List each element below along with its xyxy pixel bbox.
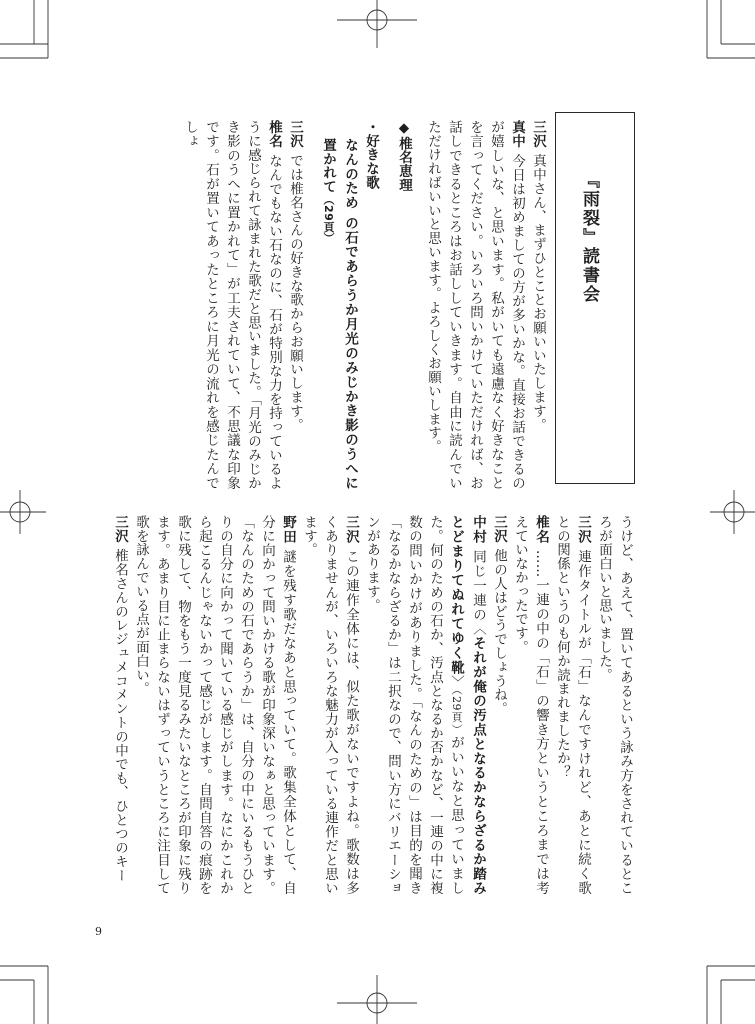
paragraph-text: ……一連の中の「石」の響き方というところまでは考えていなかったです。	[512, 515, 549, 895]
paragraph-text: 同じ一連の〈	[470, 549, 486, 637]
paragraph	[130, 515, 298, 895]
speaker-name: 三沢	[530, 120, 546, 148]
paragraph	[527, 120, 548, 490]
speaker-name: 三沢	[491, 515, 507, 543]
paragraph-text: 椎名さんのレジュメコメントの中でも、ひとつのキー	[112, 548, 128, 883]
favorite-poem-label: ・好きな歌	[363, 120, 379, 190]
speaker-name: 三沢	[112, 515, 128, 543]
page-title: 『雨裂』読書会	[579, 171, 599, 304]
speaker-name: 椎名	[266, 120, 282, 149]
paragraph	[551, 515, 593, 895]
quoted-poem-inline: それが俺の汚点となるかならざるか踏みとどまりてぬれてゆく靴	[448, 515, 486, 895]
speaker-name: 中村	[470, 515, 486, 544]
speaker-name: 椎名	[533, 515, 549, 544]
paragraph	[509, 515, 551, 895]
section-heading: ◆椎名恵理	[396, 120, 412, 192]
paragraph	[422, 120, 527, 490]
speaker-name: 野田	[280, 515, 296, 544]
paragraph-text: なんでもない石なのに、石が特別な力を持っているように感じられて詠まれた歌だと思いました。「月光のみじかき影のうへに置かれて」が工夫されていて、不思議な印象です。石が置いてあったところに月光の流れを感じたんでしょ	[182, 120, 282, 490]
paragraph	[361, 515, 488, 895]
paragraph-text: 真中さん、まずひとことお願いいたします。	[530, 153, 546, 432]
title-box	[555, 112, 635, 484]
paragraph-text: この連作全体には、似た歌がないですよね。歌数は多くありませんが、いろいろな魅力が入っている連作だと思います。	[301, 515, 359, 895]
paragraph	[284, 120, 305, 490]
paragraph	[298, 515, 361, 895]
paragraph-text: では椎名さんの好きな歌からお願いします。	[287, 153, 303, 432]
paragraph	[179, 120, 284, 490]
poem-citation: （29頁）	[322, 193, 335, 244]
speaker-name: 三沢	[287, 120, 303, 148]
lower-text-block	[109, 515, 635, 895]
paragraph	[488, 515, 509, 895]
paragraph-text: 他の人はどうでしょうね。	[491, 548, 507, 716]
page-number: 9	[95, 925, 102, 938]
poem-text: なんのため の石であらうか月光のみじかき影のうへに置かれて	[320, 138, 358, 490]
speaker-name: 真中	[509, 120, 525, 149]
poem-citation: （29頁）	[450, 689, 463, 736]
paragraph-text: 今日は初めましての方が多いかな。直接お話できるのが嬉しいな、と思います。私がいても遠慮なく好きなことを言ってください。いろいろ問いかけていただければ、お話しできるところはお話ししていきます。自由に読んでいただければいいと思います。よろしくお願いします。	[425, 120, 525, 490]
paragraph-text: がいいなと思っていました。何のための石か、汚点となるか否かなど、一連の中に複数の問いかけがありました。「なんのための」は目的を聞き「なるかならざるか」は二択なので、問い方にバリエーションがあります。	[364, 515, 464, 895]
paragraph-text: うけど、あえて、置いてあるという詠み方をされているところが面白いと思いました。	[596, 515, 633, 895]
paragraph	[593, 515, 635, 895]
speaker-name: 三沢	[343, 515, 359, 544]
speaker-name: 三沢	[575, 515, 591, 544]
quoted-poem	[317, 120, 360, 490]
paragraph-text: 連作タイトルが「石」なんですけれど、あとに続く歌との関係というのも何か読まれましたか？	[554, 515, 591, 895]
paragraph	[109, 515, 130, 895]
upper-text-block	[179, 120, 548, 490]
paragraph-text: 謎を残す歌だなあと思っていて。歌集全体として、自分に向かって問いかける歌が印象深いなぁと思っています。「なんのための石であらうか」は、自分の中にいるもうひとりの自分に向かって聞いている感じがします。なにかこれから起こるんじゃないかって感じがします。自問自答の痕跡を歌に残して、物をもう一度見るみたいなところが印象に残ります。あまり目に止まらないはずっていうところに注目して歌を詠んでいる点が面白い。	[133, 515, 296, 895]
paragraph-text: 〉	[448, 675, 464, 690]
